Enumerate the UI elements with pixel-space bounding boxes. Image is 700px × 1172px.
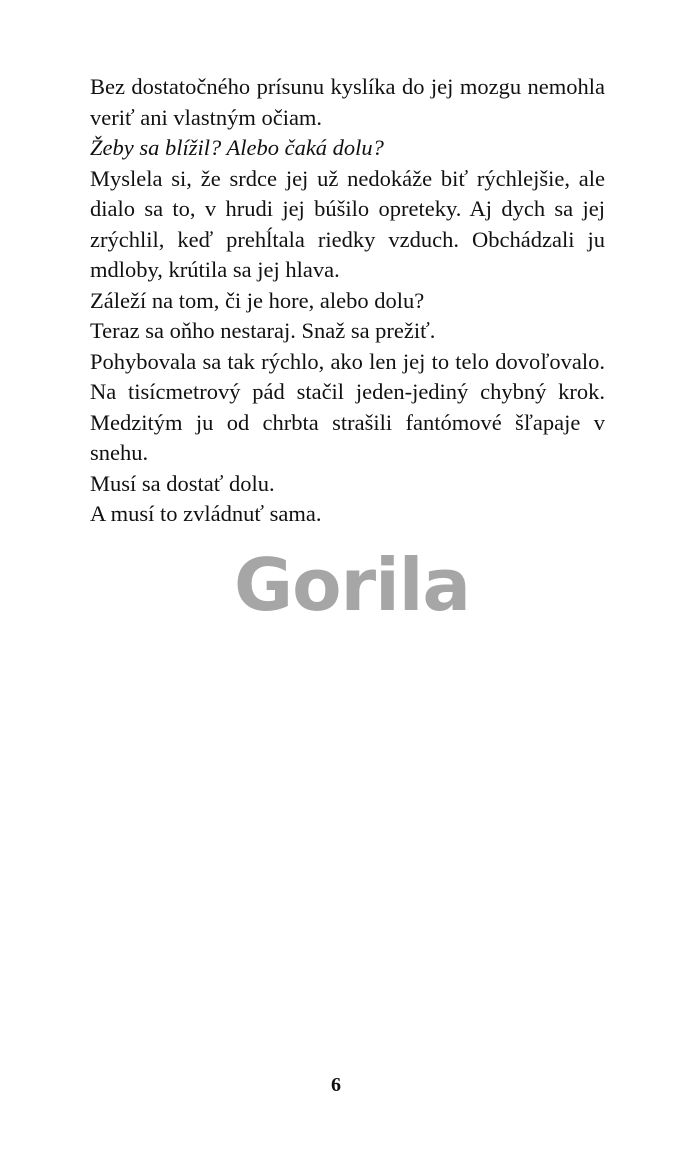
page-number: 6 — [331, 1074, 341, 1096]
paragraph-1: Bez dostatočného prísunu kyslíka do jej mozgu nemohla veriť ani vlastným očiam. — [90, 74, 605, 130]
paragraph-5: Teraz sa oňho nestaraj. Snaž sa prežiť. — [90, 318, 436, 343]
paragraph-6: Pohybovala sa tak rýchlo, ako len jej to telo dovoľovalo. Na tisícmetrový pád stačil jeden-jediný chybný krok. Medzitým ju od chrbta strašili fantómové šľapaje v snehu. — [90, 348, 605, 465]
paragraph-4: Záleží na tom, či je hore, alebo dolu? — [90, 287, 425, 313]
paragraph-2-italic-thought: Žeby sa blížil? Alebo čaká dolu? — [90, 135, 384, 160]
body-text — [90, 72, 605, 530]
paragraph-7: Musí sa dostať dolu. — [90, 470, 275, 496]
paragraph-3: Myslela si, že srdce jej už nedokáže biť rýchlejšie, ale dialo sa to, v hrudi jej búšilo opreteky. Aj dych sa jej zrýchlil, keď prehĺtala riedky vzduch. Obchádzali ju mdloby, krútila sa jej hlava. — [90, 165, 605, 282]
paragraph-8: A musí to zvládnuť sama. — [90, 501, 322, 526]
gorila-watermark-logo: Gorila — [234, 543, 471, 627]
